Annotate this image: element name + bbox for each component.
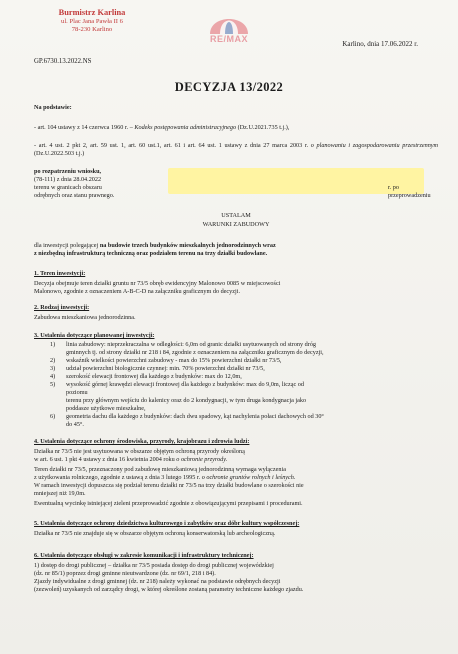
- document-title: DECYZJA 13/2022: [174, 80, 284, 94]
- section-3-item-2: wskaźnik wielkości powierzchni zabudowy - max do 15% powierzchni działki nr 73/5,: [66, 357, 282, 364]
- request-line-2: (78-111) z dnia 28.04.2022: [34, 176, 102, 183]
- section-1-line-1: Decyzja obejmuje teren działki gruntu nr 73/5 obręb ewidencyjny Malonowo 0085 w miejscowości: [34, 280, 281, 287]
- section-2-line-1: Zabudowa mieszkaniowa jednorodzinna.: [34, 314, 136, 321]
- section-3-item-6b: do 45°.: [66, 421, 84, 428]
- issue-date: Karlino, dnia 17.06.2022 r.: [342, 40, 418, 48]
- section-3-item-5: wysokość górnej krawędzi elewacji frontowej dla każdego z budynków: max do 9,0m, licząc od: [66, 381, 304, 388]
- section-3-num-4: 4): [50, 373, 56, 380]
- section-3-item-5d: poddasze użytkowe mieszkalne,: [66, 405, 146, 412]
- section-4-line-4: z użytkowania rolniczego, zgodnie z ustawą z dnia 3 lutego 1995 r. o ochronie gruntów rolnych i leśnych.: [34, 474, 296, 481]
- section-4-line-6: mniejszej niż 19,0m.: [34, 490, 86, 497]
- section-5-title: 5. Ustalenia dotyczące ochrony dziedzictwa kulturowego i zabytków oraz dóbr kultury współczesnej:: [34, 520, 300, 527]
- section-4-line-2: w art. 6 ust. 1 pkt 4 ustawy z dnia 16 kwietnia 2004 roku o ochronie przyrody.: [34, 456, 228, 463]
- section-1-title: 1. Teren inwestycji:: [34, 270, 86, 277]
- section-4-line-7: Ewentualną wycinkę istniejącej zieleni przeprowadzić zgodnie z obowiązującymi przepisami i procedurami.: [34, 500, 303, 507]
- basis-item-2: - art. 4 ust. 2 pkt 2, art. 59 ust. 1, art. 60 ust.1, art. 61 i art. 64 ust. 1 ustawy z dnia 27 marca 2003 r. o planowaniu i zagospodarowaniu przestrzennym (Dz.U.2022.503 t.j.): [34, 142, 438, 157]
- section-5-line-1: Działka nr 73/5 nie znajduje się w obszarze objętym ochroną konserwatorską lub archeologiczną.: [34, 530, 276, 537]
- section-3-num-1: 1): [50, 341, 56, 348]
- section-6-line-2: (dz. nr 85/1) poprzez drogi gminne nieutwardzone (dz. nr 69/1, 218 i 84).: [34, 570, 216, 577]
- section-6-line-4: (zezwoleń) uzyskanych od zarządcy drogi, w której określone zostaną parametry techniczne każdego zjazdu.: [34, 586, 304, 593]
- section-3-item-5b: poziomu: [66, 389, 88, 396]
- logo-text: RE/MAX: [209, 34, 248, 44]
- case-signature: GP.6730.13.2022.NS: [34, 58, 92, 65]
- decision-line-1: USTALAM: [221, 212, 251, 219]
- decision-line-2: WARUNKI ZABUDOWY: [202, 221, 270, 228]
- section-4-title: 4. Ustalenia dotyczące ochrony środowiska, przyrody, krajobrazu i zdrowia ludzi:: [34, 438, 250, 445]
- decision-intro-2: z niezbędną infrastrukturą techniczną oraz podziałem terenu na trzy działki budowlane.: [34, 250, 268, 257]
- section-3-num-3: 3): [50, 365, 56, 372]
- request-line-3: terenu w granicach obszaru r. po przeprowadzeniu: [34, 184, 431, 199]
- section-3-item-3: udział powierzchni biologicznie czynnej: min. 70% powierzchni działki nr 73/5,: [66, 365, 265, 372]
- section-3-item-5c: terenu przy głównym wejściu do kalenicy oraz do 2 kondygnacji, w tym druga kondygnacja jako: [66, 397, 307, 404]
- section-4-line-5: W ramach inwestycji dopuszcza się podział terenu działki nr 73/5 na trzy działki budowlane o szerokości nie: [34, 482, 304, 489]
- section-3-num-5: 5): [50, 381, 56, 388]
- office-stamp: [48, 8, 136, 34]
- section-3-item-6: geometria dachu dla każdego z budynków: dach dwu spadowy, kąt nachylenia połaci dachowych od 30°: [66, 413, 324, 420]
- request-line-1: po rozpatrzeniu wniosku,: [34, 168, 102, 175]
- section-2-title: 2. Rodzaj inwestycji:: [34, 304, 90, 311]
- section-3-item-1: linia zabudowy: nieprzekraczalna w odległości: 6,0m od granic działki usytuowanych od strony dróg: [66, 341, 317, 348]
- basis-item-1: - art. 104 ustawy z 14 czerwca 1960 r. – Kodeks postępowania administracyjnego (Dz.U.2021.735 t.j.),: [34, 124, 290, 131]
- section-1-line-2: Malonowo, zgodnie z oznaczeniem A-B-C-D na załączniku graficznym do decyzji.: [34, 288, 240, 295]
- stamp-line-2: ul. Plac Jana Pawła II 6: [61, 18, 123, 25]
- section-3-item-1b: gminnych tj. od strony działki nr 218 i 84, zgodnie z oznaczeniem na załączniku graficznym do decyzji,: [66, 349, 324, 356]
- decision-intro: dla inwestycji polegającej na budowie trzech budynków mieszkalnych jednorodzinnych wraz: [34, 242, 276, 249]
- section-6-line-1: 1) dostęp do drogi publicznej – działka nr 73/5 posiada dostęp do drogi publicznej wojewódzkiej: [34, 562, 274, 569]
- balloon-logo-icon: [196, 4, 262, 58]
- section-6-title: 6. Ustalenia dotyczące obsługi w zakresie komunikacji i infrastruktury technicznej:: [34, 552, 254, 559]
- section-6-line-3: Zjazdy indywidualne z drogi gminnej (dz. nr 218) należy wykonać na podstawie odrębnych decyzji: [34, 578, 281, 585]
- stamp-line-1: Burmistrz Karlina: [58, 8, 126, 17]
- section-3-title: 3. Ustalenia dotyczące planowanej inwestycji:: [34, 332, 155, 339]
- section-3-item-4: szerokość elewacji frontowej dla każdego z budynków: max do 12,0m,: [66, 373, 242, 380]
- section-3-num-2: 2): [50, 357, 56, 364]
- section-4-line-1: Działka nr 73/5 nie jest usytuowana w obszarze objętym ochroną przyrody określoną: [34, 448, 245, 455]
- request-line-4: odrębnych oraz stanu prawnego.: [34, 192, 115, 199]
- section-3-num-6: 6): [50, 413, 56, 420]
- stamp-line-3: 78-230 Karlino: [71, 26, 113, 33]
- basis-heading: Na podstawie:: [34, 104, 72, 111]
- section-4-line-3: Teren działki nr 73/5, przeznaczony pod zabudowę mieszkaniową jednorodzinną wymaga wyłączenia: [34, 466, 286, 473]
